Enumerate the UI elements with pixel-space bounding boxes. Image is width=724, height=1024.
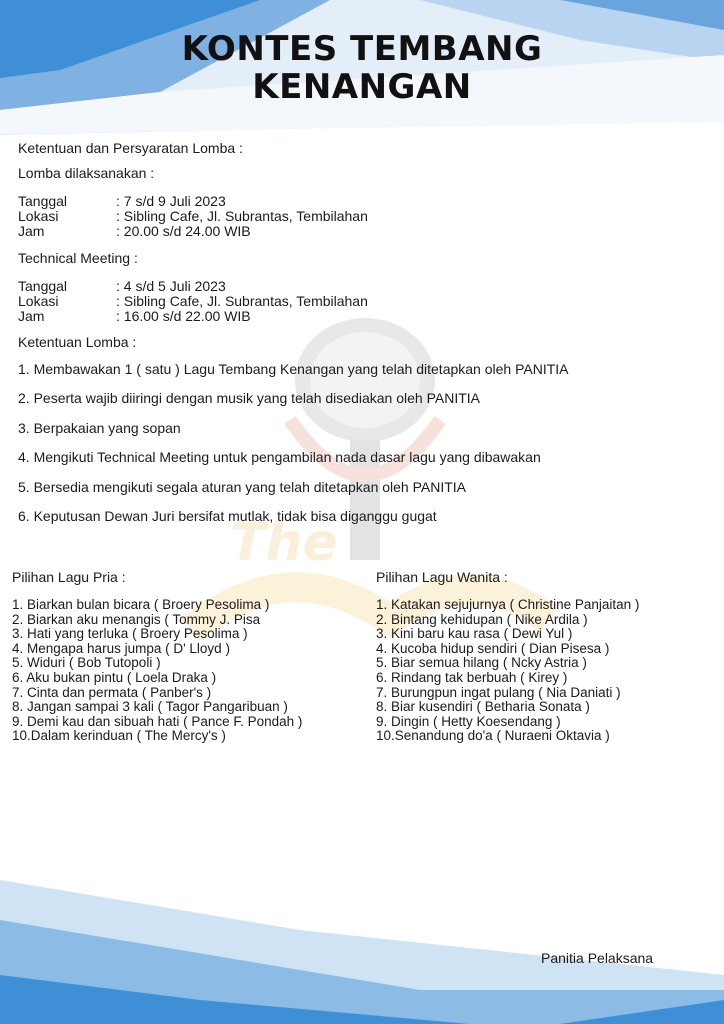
female-songs-list (376, 598, 639, 744)
tm-location-value: : Sibling Cafe, Jl. Subrantas, Tembilahan (116, 293, 368, 309)
list-item: 4. Kucoba hidup sendiri ( Dian Pisesa ) (376, 640, 610, 656)
list-item: 5. Widuri ( Bob Tutopoli ) (12, 655, 161, 671)
list-item: 9. Dingin ( Hetty Koesendang ) (376, 713, 561, 729)
male-songs-list (12, 598, 302, 744)
watermark-text: The (230, 513, 338, 573)
title-line-2: KENANGAN (252, 67, 472, 107)
list-item: 8. Biar kusendiri ( Betharia Sonata ) (376, 699, 590, 715)
list-item: 2. Bintang kehidupan ( Nike Ardila ) (376, 611, 588, 627)
rules-list (18, 361, 569, 537)
list-item: 6. Aku bukan pintu ( Loela Draka ) (12, 669, 217, 685)
rule-item: 2. Peserta wajib diiringi dengan musik yang telah disediakan oleh PANITIA (18, 390, 480, 407)
list-item: 2. Biarkan aku menangis ( Tommy J. Pisa (12, 611, 261, 627)
event-date-label: Tanggal (18, 193, 68, 209)
page-title (0, 30, 724, 106)
list-item: 1. Katakan sejujurnya ( Christine Panjaitan ) (376, 597, 640, 612)
list-item: 3. Kini baru kau rasa ( Dewi Yul ) (376, 626, 573, 642)
list-item: 10.Senandung do'a ( Nuraeni Oktavia ) (376, 728, 610, 744)
tm-date-row (18, 279, 226, 294)
rule-item: 3. Berpakaian yang sopan (18, 419, 181, 436)
rule-item: 5. Bersedia mengikuti segala aturan yang telah ditetapkan oleh PANITIA (18, 478, 467, 495)
requirements-heading: Ketentuan dan Persyaratan Lomba : (18, 140, 243, 156)
event-location-label: Lokasi (18, 208, 59, 224)
list-item: 1. Biarkan bulan bicara ( Broery Pesolima ) (12, 597, 270, 612)
tm-location-row (18, 294, 368, 309)
list-item: 6. Rindang tak berbuah ( Kirey ) (376, 669, 568, 685)
event-time-value: : 20.00 s/d 24.00 WIB (116, 223, 251, 239)
tm-time-label: Jam (18, 308, 45, 324)
event-heading: Lomba dilaksanakan : (18, 165, 155, 181)
tm-time-value: : 16.00 s/d 22.00 WIB (116, 308, 251, 324)
event-time-row (18, 224, 251, 239)
list-item: 7. Cinta dan permata ( Panber's ) (12, 684, 212, 700)
list-item: 5. Biar semua hilang ( Ncky Astria ) (376, 655, 587, 671)
rule-item: 1. Membawakan 1 ( satu ) Lagu Tembang Kenangan yang telah ditetapkan oleh PANITIA (18, 361, 569, 377)
list-item: 8. Jangan sampai 3 kali ( Tagor Pangaribuan ) (12, 699, 288, 715)
rule-item: 6. Keputusan Dewan Juri bersifat mutlak, tidak bisa diganggu gugat (18, 507, 437, 524)
event-date-value: : 7 s/d 9 Juli 2023 (116, 193, 226, 209)
male-songs-heading: Pilihan Lagu Pria : (12, 569, 126, 585)
list-item: 3. Hati yang terluka ( Broery Pesolima ) (12, 626, 248, 642)
event-date-row (18, 194, 226, 209)
event-time-label: Jam (18, 223, 45, 239)
event-location-value: : Sibling Cafe, Jl. Subrantas, Tembilahan (116, 208, 368, 224)
tm-date-value: : 4 s/d 5 Juli 2023 (116, 278, 226, 294)
tm-time-row (18, 309, 251, 324)
list-item: 4. Mengapa harus jumpa ( D' Lloyd ) (12, 640, 230, 656)
list-item: 7. Burungpun ingat pulang ( Nia Daniati ) (376, 684, 621, 700)
title-line-1: KONTES TEMBANG (181, 29, 543, 69)
list-item: 9. Demi kau dan sibuah hati ( Pance F. Pondah ) (12, 713, 303, 729)
list-item: 10.Dalam kerinduan ( The Mercy's ) (12, 728, 226, 744)
event-location-row (18, 209, 368, 224)
female-songs-heading: Pilihan Lagu Wanita : (376, 569, 508, 585)
rule-item: 4. Mengikuti Technical Meeting untuk pengambilan nada dasar lagu yang dibawakan (18, 449, 541, 466)
tm-date-label: Tanggal (18, 278, 68, 294)
rules-heading: Ketentuan Lomba : (18, 334, 137, 350)
signature: Panitia Pelaksana (541, 950, 654, 966)
technical-meeting-heading: Technical Meeting : (18, 250, 138, 266)
tm-location-label: Lokasi (18, 293, 59, 309)
